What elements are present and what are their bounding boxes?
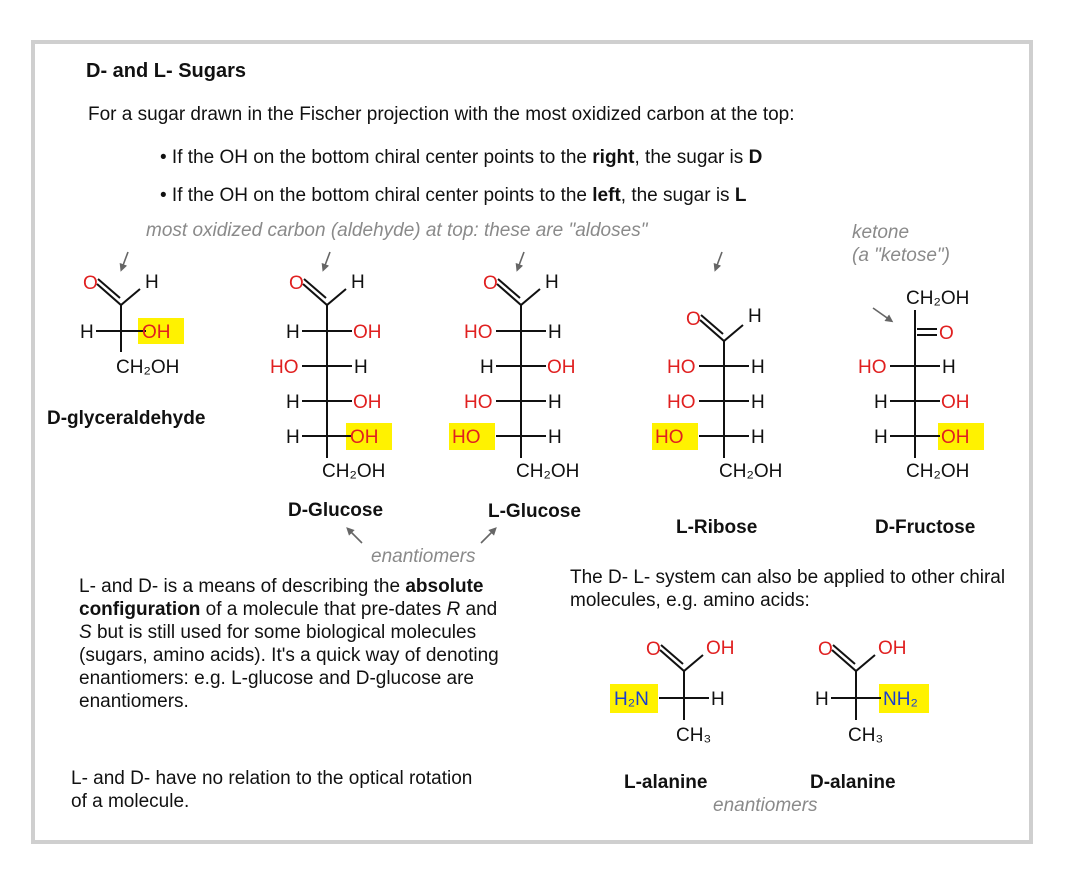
page-title: D- and L- Sugars bbox=[86, 60, 247, 82]
d-alanine-structure bbox=[815, 638, 929, 746]
enantiomers-label-glucose: enantiomers bbox=[371, 546, 476, 567]
svg-text:HO: HO bbox=[667, 357, 696, 378]
glucose-enantiomer-arrows bbox=[349, 530, 494, 543]
caption-d-glyceraldehyde: D-glyceraldehyde bbox=[47, 408, 206, 429]
svg-text:HO: HO bbox=[452, 427, 481, 448]
svg-text:H₂N: H₂N bbox=[614, 689, 649, 710]
svg-text:H: H bbox=[351, 272, 365, 293]
svg-text:OH: OH bbox=[547, 357, 576, 378]
atom-oh: OH bbox=[142, 322, 171, 343]
svg-text:HO: HO bbox=[464, 322, 493, 343]
paragraph-optical-rotation: L- and D- have no relation to the optical rotation of a molecule. bbox=[71, 768, 473, 812]
svg-text:H: H bbox=[751, 392, 765, 413]
d-glucose-structure bbox=[270, 272, 392, 482]
ketose-note-line2: (a "ketose") bbox=[852, 245, 950, 266]
svg-text:H: H bbox=[286, 427, 300, 448]
caption-l-glucose: L-Glucose bbox=[488, 501, 581, 522]
enantiomers-label-alanine: enantiomers bbox=[713, 795, 818, 816]
svg-text:H: H bbox=[874, 427, 888, 448]
svg-text:OH: OH bbox=[353, 322, 382, 343]
svg-text:CH₃: CH₃ bbox=[676, 725, 712, 746]
svg-text:CH₃: CH₃ bbox=[848, 725, 884, 746]
svg-text:HO: HO bbox=[270, 357, 299, 378]
atom-h: H bbox=[145, 272, 159, 293]
svg-text:CH₂OH: CH₂OH bbox=[719, 461, 783, 482]
rule-l: • If the OH on the bottom chiral center points to the left, the sugar is L bbox=[160, 185, 747, 206]
paragraph-absolute-configuration: L- and D- is a means of describing the absolute configuration of a molecule that pre-dates R and S but is still used for some biological molecules (sugars, amino acids). It's a quick way of denoting enantiomers: e.g. L-glucose and D-glucose are enantiomers. bbox=[79, 576, 499, 712]
svg-text:CH₂OH: CH₂OH bbox=[906, 461, 970, 482]
svg-text:OH: OH bbox=[941, 427, 970, 448]
aldose-note: most oxidized carbon (aldehyde) at top: these are "aldoses" bbox=[146, 220, 648, 241]
svg-text:H: H bbox=[748, 306, 762, 327]
svg-text:H: H bbox=[548, 392, 562, 413]
caption-d-fructose: D-Fructose bbox=[875, 517, 976, 538]
svg-text:HO: HO bbox=[858, 357, 887, 378]
svg-text:H: H bbox=[874, 392, 888, 413]
svg-text:CH₂OH: CH₂OH bbox=[516, 461, 580, 482]
svg-text:H: H bbox=[548, 322, 562, 343]
svg-text:H: H bbox=[548, 427, 562, 448]
svg-text:OH: OH bbox=[350, 427, 379, 448]
svg-text:CH₂OH: CH₂OH bbox=[906, 288, 970, 309]
svg-text:H: H bbox=[480, 357, 494, 378]
svg-text:H: H bbox=[711, 689, 725, 710]
svg-text:OH: OH bbox=[878, 638, 907, 659]
svg-text:HO: HO bbox=[464, 392, 493, 413]
atom-ch2oh: CH₂OH bbox=[116, 357, 180, 378]
l-ribose-structure bbox=[652, 306, 782, 482]
svg-text:O: O bbox=[818, 639, 833, 660]
svg-text:O: O bbox=[939, 323, 954, 344]
l-alanine-structure bbox=[610, 638, 735, 746]
svg-text:H: H bbox=[286, 322, 300, 343]
d-fructose-structure bbox=[858, 288, 984, 482]
svg-text:O: O bbox=[483, 273, 498, 294]
caption-d-glucose: D-Glucose bbox=[288, 500, 384, 521]
svg-text:NH₂: NH₂ bbox=[883, 689, 918, 710]
d-glyceraldehyde-structure bbox=[80, 272, 184, 378]
svg-text:HO: HO bbox=[667, 392, 696, 413]
svg-text:H: H bbox=[942, 357, 956, 378]
svg-text:OH: OH bbox=[941, 392, 970, 413]
caption-l-alanine: L-alanine bbox=[624, 772, 708, 793]
atom-h: H bbox=[80, 322, 94, 343]
svg-text:O: O bbox=[646, 639, 661, 660]
svg-text:CH₂OH: CH₂OH bbox=[322, 461, 386, 482]
atom-o: O bbox=[83, 273, 98, 294]
intro-text: For a sugar drawn in the Fischer projection with the most oxidized carbon at the top: bbox=[88, 104, 795, 125]
l-glucose-structure bbox=[449, 272, 579, 482]
svg-text:H: H bbox=[751, 357, 765, 378]
svg-text:H: H bbox=[286, 392, 300, 413]
svg-text:H: H bbox=[545, 272, 559, 293]
svg-text:O: O bbox=[289, 273, 304, 294]
svg-text:O: O bbox=[686, 309, 701, 330]
ketose-note-line1: ketone bbox=[852, 222, 910, 243]
amino-acid-note: The D- L- system can also be applied to other chiral molecules, e.g. amino acids: bbox=[570, 567, 1006, 611]
rule-d: • If the OH on the bottom chiral center points to the right, the sugar is D bbox=[160, 147, 763, 168]
svg-text:HO: HO bbox=[655, 427, 684, 448]
svg-text:OH: OH bbox=[353, 392, 382, 413]
svg-text:OH: OH bbox=[706, 638, 735, 659]
caption-d-alanine: D-alanine bbox=[810, 772, 896, 793]
caption-l-ribose: L-Ribose bbox=[676, 517, 758, 538]
svg-text:H: H bbox=[354, 357, 368, 378]
svg-text:H: H bbox=[751, 427, 765, 448]
svg-text:H: H bbox=[815, 689, 829, 710]
